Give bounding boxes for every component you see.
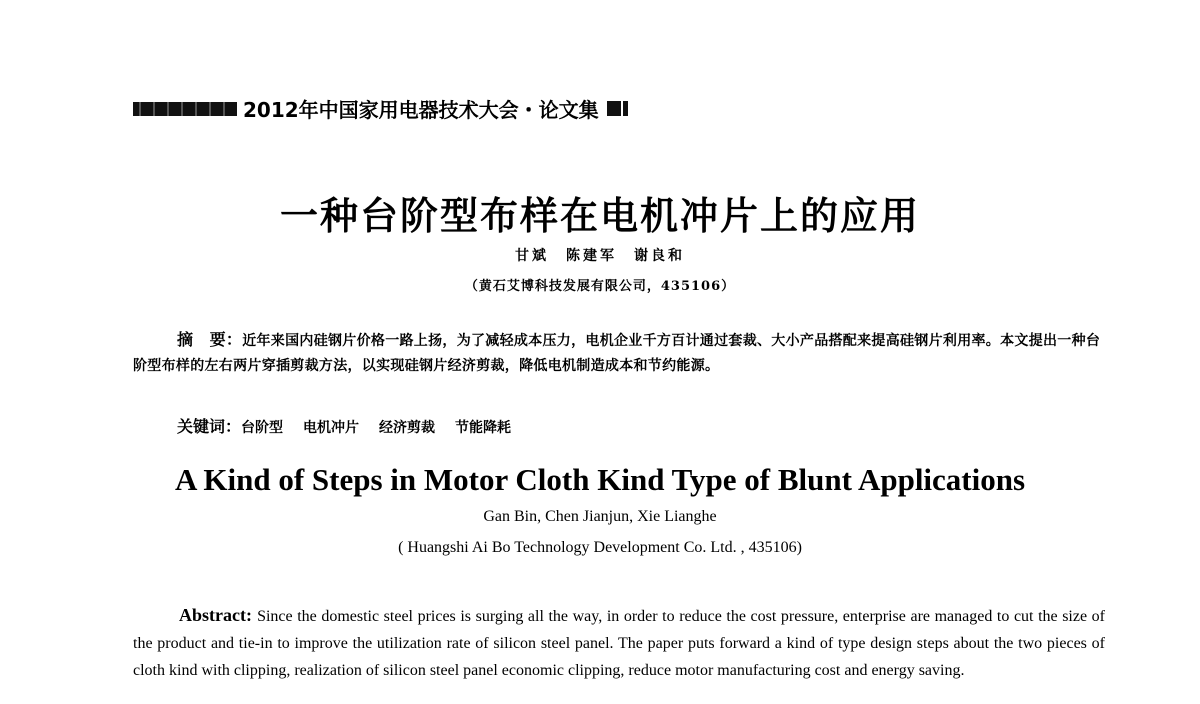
abstract-cn	[133, 327, 1108, 379]
keywords-cn	[177, 414, 531, 437]
keyword: 台阶型	[241, 420, 284, 436]
paper-title-en: A Kind of Steps in Motor Cloth Kind Type of Blunt Applications	[174, 462, 1026, 497]
authors-en: Gan Bin, Chen Jianjun, Xie Lianghe	[483, 508, 717, 525]
abstract-en-text: Since the domestic steel prices is surging all the way, in order to reduce the cost pressure, enterprise are managed to cut the size of the product and tie-in to improve the utilization rate of silicon steel panel. The paper puts forward a kind of type design steps about the two pieces of cloth kind with clipping, realization of silicon steel panel economic clipping, reduce motor manufacturing cost and energy saving.	[133, 608, 1105, 679]
authors-cn: 甘斌 陈建军 谢良和	[515, 248, 685, 264]
keywords-cn-label: 关键词：	[177, 417, 242, 436]
abstract-cn-label: 摘 要：	[177, 330, 243, 349]
abstract-en-separator: :	[245, 605, 258, 625]
affiliation-en: ( Huangshi Ai Bo Technology Development Co. Ltd. , 435106)	[398, 539, 802, 556]
abstract-en-label: Abstract	[179, 605, 246, 625]
header-text: 2012年中国家用电器技术大会・论文集	[243, 98, 599, 122]
header-end-mark	[607, 101, 621, 116]
keyword: 节能降耗	[455, 420, 512, 436]
header-decoration-bar	[133, 102, 237, 116]
paper-title-cn: 一种台阶型布样在电机冲片上的应用	[279, 193, 920, 238]
keyword: 经济剪裁	[379, 420, 436, 436]
proceedings-header	[133, 94, 628, 123]
header-end-mark-small	[623, 101, 628, 116]
abstract-en	[133, 602, 1105, 684]
abstract-cn-text: 近年来国内硅钢片价格一路上扬，为了减轻成本压力，电机企业千方百计通过套裁、大小产品搭配来提高硅钢片利用率。本文提出一种台阶型布样的左右两片穿插剪裁方法，以实现硅钢片经济剪裁，降低电机制造成本和节约能源。	[133, 333, 1101, 374]
affiliation-cn: （黄石艾博科技发展有限公司，435106）	[464, 279, 736, 294]
keyword: 电机冲片	[303, 420, 360, 436]
